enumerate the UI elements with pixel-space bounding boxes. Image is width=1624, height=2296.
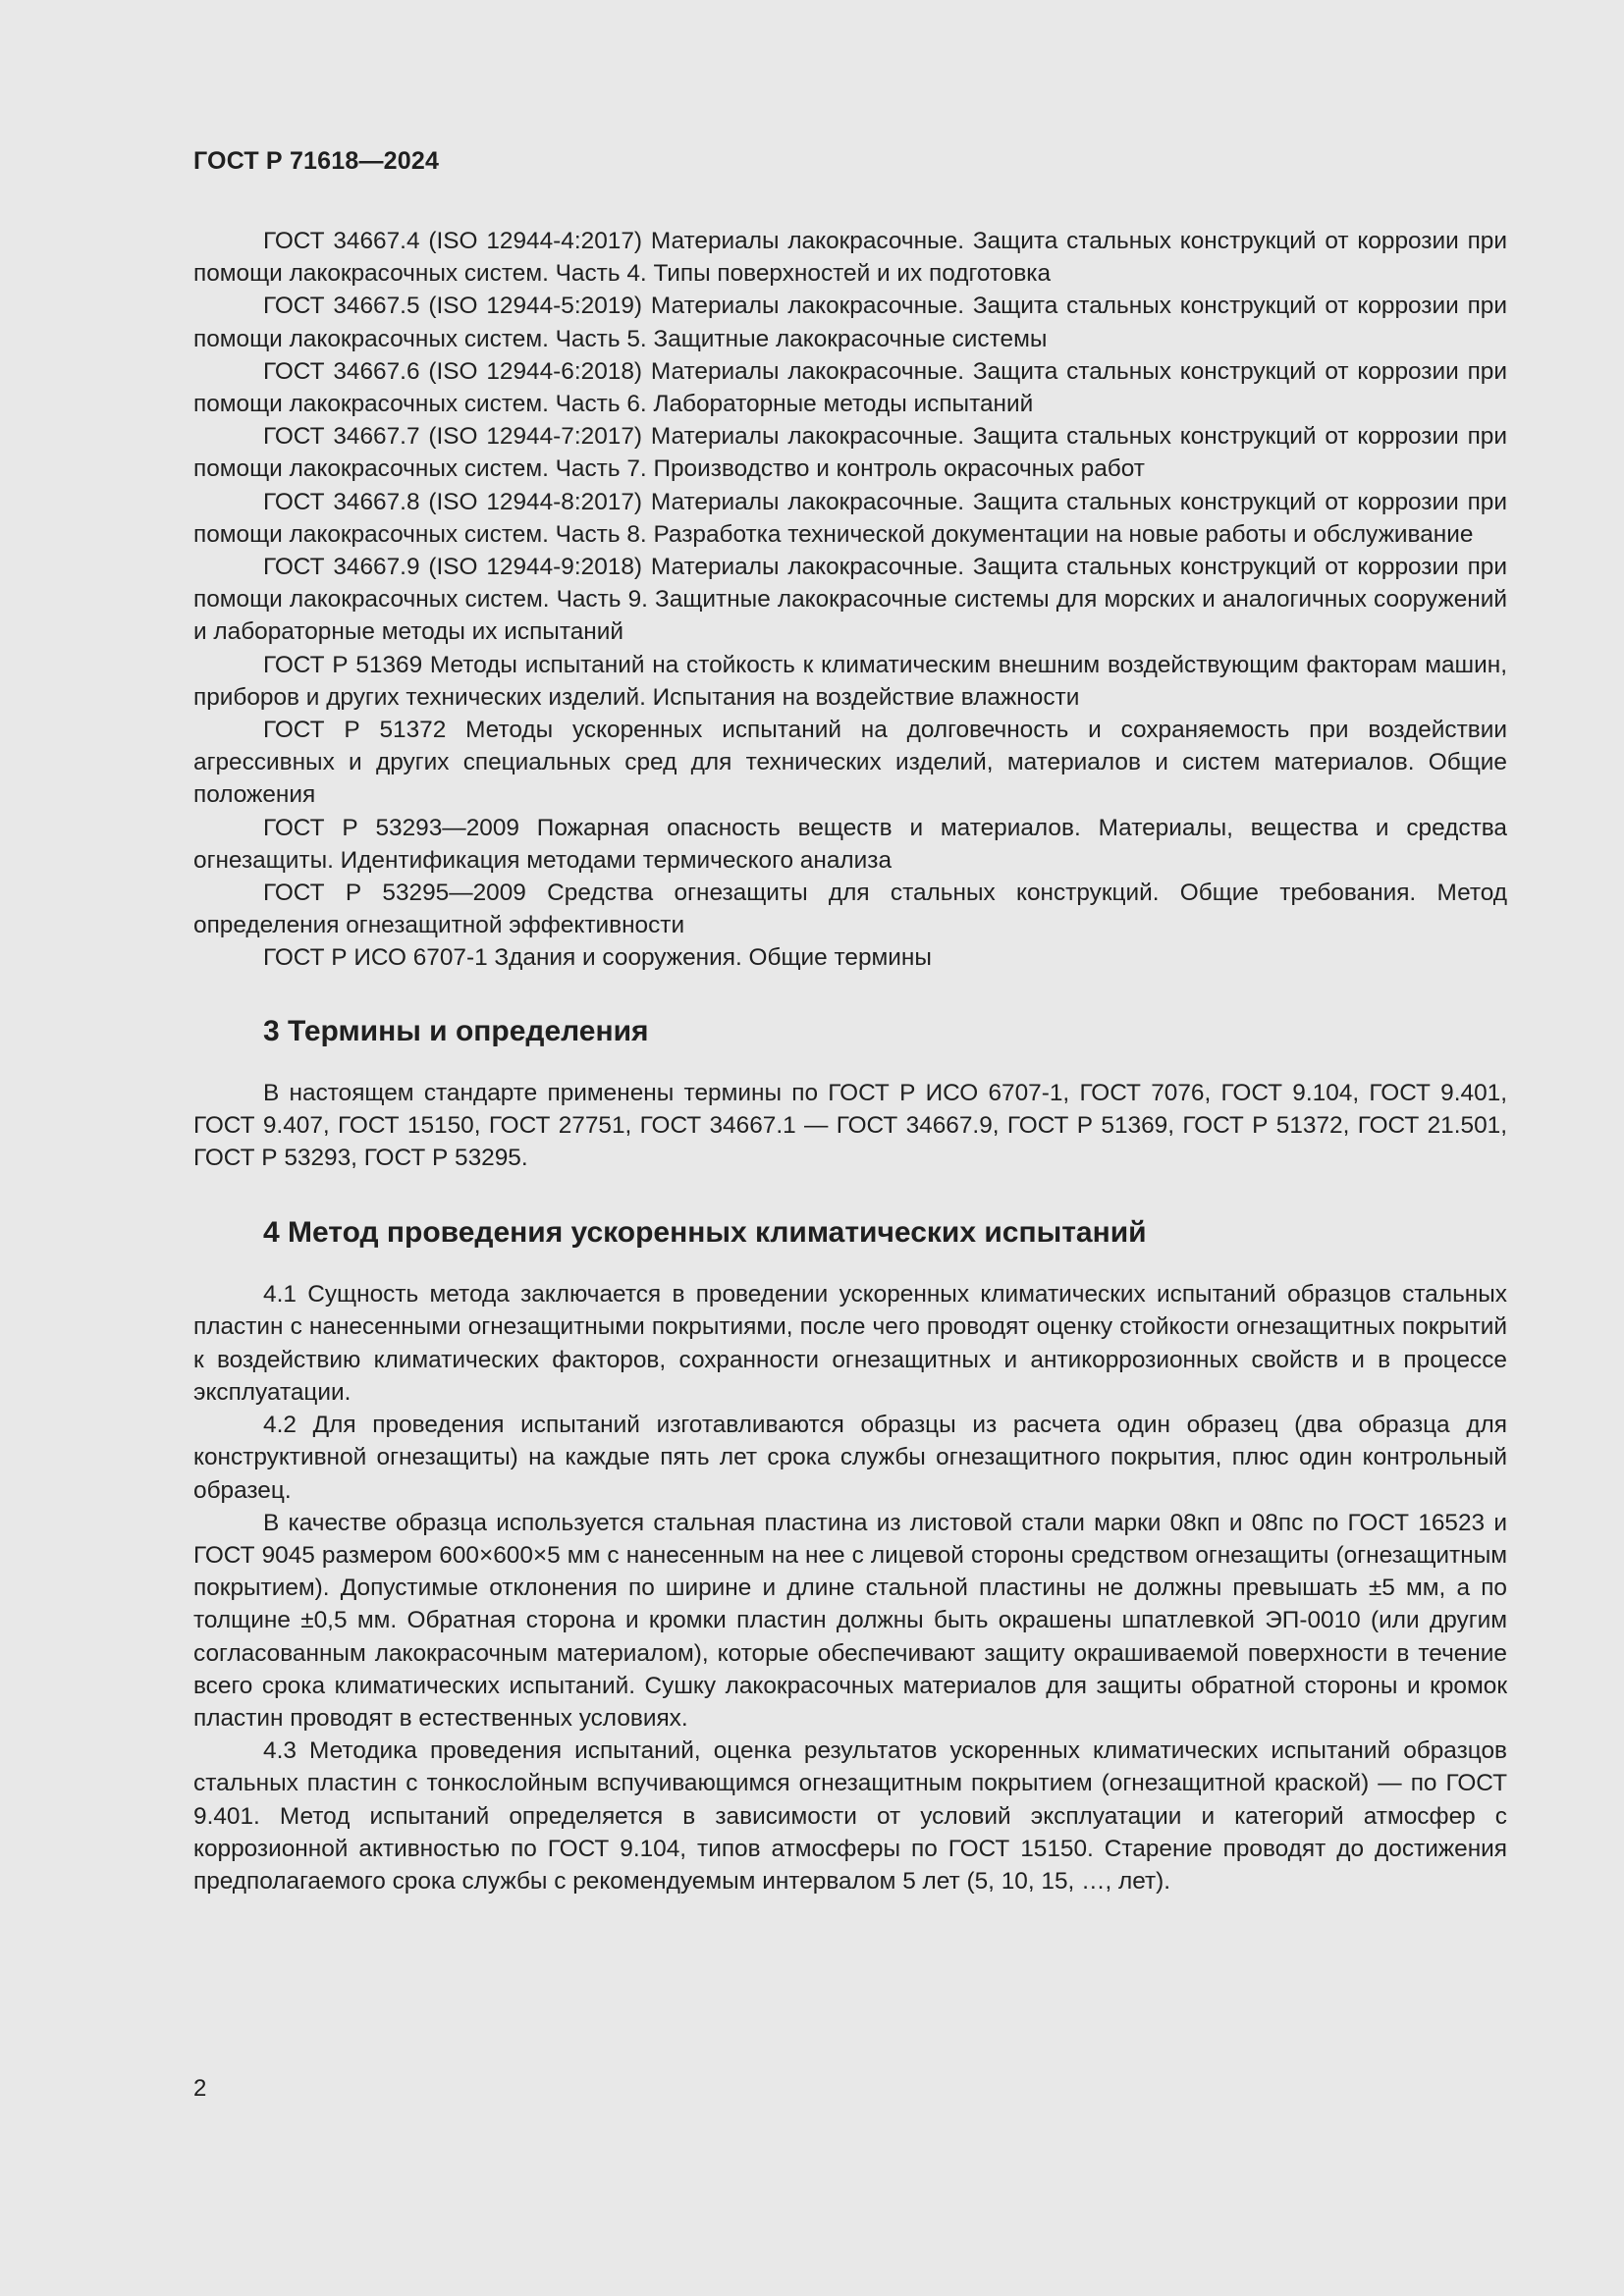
reference-item: ГОСТ 34667.9 (ISO 12944-9:2018) Материалы лакокрасочные. Защита стальных конструкций от коррозии при помощи лакокрасочных систем. Часть 9. Защитные лакокрасочные системы для морских и аналогичных сооружений и лабораторные методы их испытаний [193, 554, 1507, 646]
section-4-paragraph: 4.2 Для проведения испытаний изготавливаются образцы из расчета один образец (два образца для конструктивной огнезащиты) на каждые пять лет срока службы огнезащитного покрытия, плюс один контрольный образец. [193, 1412, 1507, 1504]
reference-item: ГОСТ 34667.6 (ISO 12944-6:2018) Материалы лакокрасочные. Защита стальных конструкций от коррозии при помощи лакокрасочных систем. Часть 6. Лабораторные методы испытаний [193, 357, 1507, 418]
reference-item: ГОСТ 34667.7 (ISO 12944-7:2017) Материалы лакокрасочные. Защита стальных конструкций от коррозии при помощи лакокрасочных систем. Часть 7. Производство и контроль окрасочных работ [193, 423, 1507, 483]
page-content [193, 225, 1507, 1897]
reference-item: ГОСТ Р 53293—2009 Пожарная опасность веществ и материалов. Материалы, вещества и средства огнезащиты. Идентификация методами термического анализа [193, 814, 1507, 874]
normative-references-list [193, 225, 1507, 975]
section-3-heading: 3 Термины и определения [263, 1014, 649, 1047]
section-4-paragraph: 4.3 Методика проведения испытаний, оценка результатов ускоренных климатических испытаний образцов стальных пластин с тонкослойным вспучивающимся огнезащитным покрытием (огнезащитной краской) — по ГОСТ 9.401. Метод испытаний определяется в зависимости от условий эксплуатации и категорий атмосфер с коррозионной активностью по ГОСТ 9.104, типов атмосферы по ГОСТ 15150. Старение проводят до достижения предполагаемого срока службы с рекомендуемым интервалом 5 лет (5, 10, 15, …, лет). [193, 1737, 1507, 1895]
section-4-heading: 4 Метод проведения ускоренных климатических испытаний [263, 1216, 1147, 1250]
reference-item: ГОСТ Р 51369 Методы испытаний на стойкость к климатическим внешним воздействующим факторам машин, приборов и других технических изделий. Испытания на воздействие влажности [193, 651, 1507, 711]
reference-item: ГОСТ 34667.8 (ISO 12944-8:2017) Материалы лакокрасочные. Защита стальных конструкций от коррозии при помощи лакокрасочных систем. Часть 8. Разработка технической документации на новые работы и обслуживание [193, 488, 1507, 548]
reference-item: ГОСТ 34667.5 (ISO 12944-5:2019) Материалы лакокрасочные. Защита стальных конструкций от коррозии при помощи лакокрасочных систем. Часть 5. Защитные лакокрасочные системы [193, 293, 1507, 352]
section-4-paragraph: 4.1 Сущность метода заключается в проведении ускоренных климатических испытаний образцов стальных пластин с нанесенными огнезащитными покрытиями, после чего проводят оценку стойкости огнезащитных покрытий к воздействию климатических факторов, сохранности огнезащитных и антикоррозионных свойств и в процессе эксплуатации. [193, 1281, 1507, 1406]
reference-item: ГОСТ Р 51372 Методы ускоренных испытаний на долговечность и сохраняемость при воздействии агрессивных и других специальных сред для технических изделий, материалов и систем материалов. Общие положения [193, 717, 1507, 809]
section-3-paragraph: В настоящем стандарте применены термины по ГОСТ Р ИСО 6707-1, ГОСТ 7076, ГОСТ 9.104, ГОСТ 9.401, ГОСТ 9.407, ГОСТ 15150, ГОСТ 27751, ГОСТ 34667.1 — ГОСТ 34667.9, ГОСТ Р 51369, ГОСТ Р 51372, ГОСТ 21.501, ГОСТ Р 53293, ГОСТ Р 53295. [193, 1079, 1507, 1172]
reference-item: ГОСТ 34667.4 (ISO 12944-4:2017) Материалы лакокрасочные. Защита стальных конструкций от коррозии при помощи лакокрасочных систем. Часть 4. Типы поверхностей и их подготовка [193, 228, 1507, 288]
document-header: ГОСТ Р 71618—2024 [193, 147, 440, 175]
section-4-paragraph: В качестве образца используется стальная пластина из листовой стали марки 08кп и 08пс по ГОСТ 16523 и ГОСТ 9045 размером 600×600×5 мм с нанесенным на нее с лицевой стороны средством огнезащиты (огнезащитным покрытием). Допустимые отклонения по ширине и длине стальной пластины не должны превышать ±5 мм, а по толщине ±0,5 мм. Обратная сторона и кромки пластин должны быть окрашены шпатлевкой ЭП-0010 (или другим согласованным лакокрасочным материалом), которые обеспечивают защиту окрашиваемой поверхности в течение всего срока климатических испытаний. Сушку лакокрасочных материалов для защиты обратной стороны и кромок пластин проводят в естественных условиях. [193, 1509, 1507, 1732]
reference-item: ГОСТ Р 53295—2009 Средства огнезащиты для стальных конструкций. Общие требования. Метод определения огнезащитной эффективности [193, 880, 1507, 939]
page-number: 2 [193, 2075, 207, 2102]
reference-item: ГОСТ Р ИСО 6707-1 Здания и сооружения. Общие термины [263, 944, 932, 972]
